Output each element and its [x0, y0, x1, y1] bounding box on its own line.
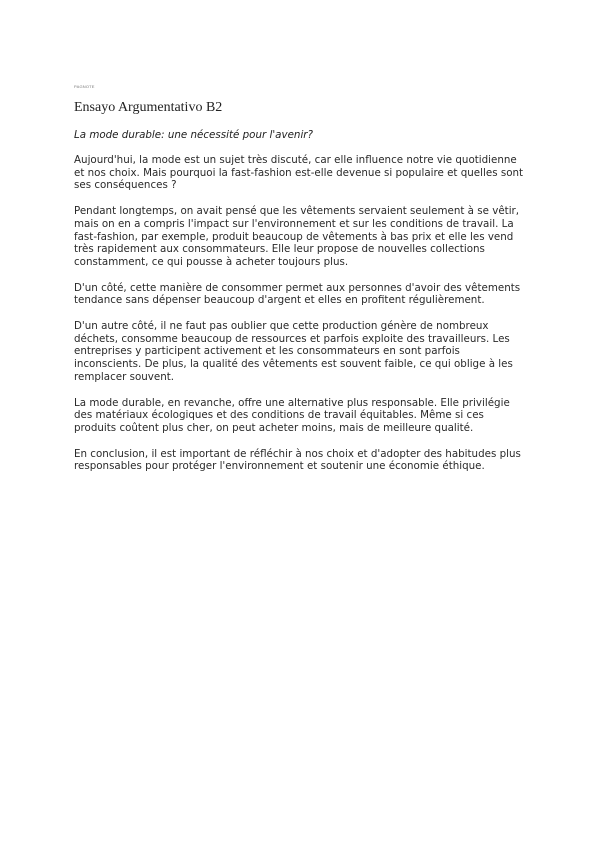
paragraph-alternative: La mode durable, en revanche, offre une alternative plus responsable. Elle privilégie des matériaux écologiques et des conditions de travail équitables. Même si ces produits coûtent plus cher, on peut acheter moins, mais de meilleure qualité.: [74, 396, 510, 434]
document-subtitle: La mode durable: une nécessité pour l'avenir?: [74, 129, 314, 141]
paragraph-disadvantages: D'un autre côté, il ne faut pas oublier que cette production génère de nombreux déchets, consomme beaucoup de ressources et parfois exploite des travailleurs. Les entreprises y participent activement et les consommateurs en sont parfois inconscients. De plus, la qualité des vêtements est souvent faible, ce qui oblige à les remplacer souvent.: [74, 320, 513, 383]
paragraph-conclusion: En conclusion, il est important de réfléchir à nos choix et d'adopter des habitudes plus responsables pour protéger l'environnement et soutenir une économie éthique.: [74, 447, 521, 473]
paragraph-context: Pendant longtemps, on avait pensé que les vêtements servaient seulement à se vêtir, mais on en a compris l'impact sur l'environnement et sur les conditions de travail. La fast-fashion, par exemple, produit beaucoup de vêtements à bas prix et elle les vend très rapidement aux consommateurs. Elle leur propose de nouvelles collections constamment, ce qui pousse à acheter toujours plus.: [74, 205, 520, 268]
paragraph-intro: Aujourd'hui, la mode est un sujet très discuté, car elle influence notre vie quotidienne et nos choix. Mais pourquoi la fast-fashion est-elle devenue si populaire et quelles sont ses conséquences ?: [74, 154, 524, 192]
header-tag: PAGNOTE: [74, 84, 95, 89]
document-body: [74, 100, 526, 486]
document-title: Ensayo Argumentativo B2: [74, 100, 223, 115]
paragraph-advantages: D'un côté, cette manière de consommer permet aux personnes d'avoir des vêtements tendance sans dépenser beaucoup d'argent et elles en profitent régulièrement.: [74, 281, 521, 307]
